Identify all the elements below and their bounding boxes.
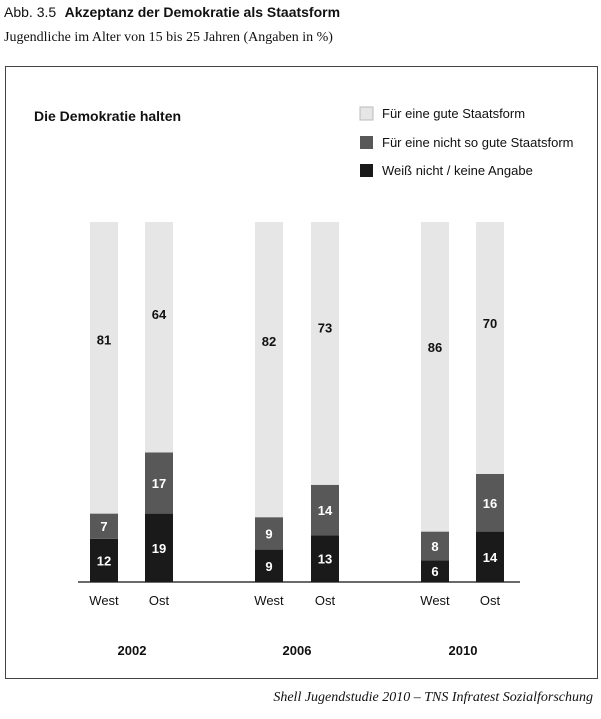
chart-title: Die Demokratie halten	[34, 108, 182, 124]
bar-value-label: 86	[427, 340, 443, 356]
legend-swatch	[360, 164, 373, 177]
bar-value-label: 64	[151, 306, 167, 322]
legend-label: Für eine nicht so gute Staatsform	[382, 135, 574, 150]
bar-value-label: 13	[317, 551, 333, 567]
bar-value-label: 70	[482, 315, 498, 331]
bar-value-label: 9	[265, 526, 273, 542]
bar-segment-gut	[255, 222, 283, 517]
legend-label: Weiß nicht / keine Angabe	[382, 163, 533, 178]
bar-value-label: 81	[96, 332, 112, 348]
bar-segment-gut	[90, 222, 118, 514]
bar-value-label: 8	[431, 539, 439, 554]
bar-value-label: 7	[100, 519, 108, 535]
group-label: 2010	[448, 643, 478, 658]
bar-value-label: 14	[317, 503, 333, 518]
x-tick-label: Ost	[148, 593, 170, 608]
x-tick-label: West	[89, 593, 119, 608]
bar-value-label: 9	[265, 558, 273, 574]
bar-segment-gut	[421, 222, 449, 532]
group-label: 2006	[282, 643, 312, 658]
figure-title: Akzeptanz der Demokratie als Staatsform	[64, 4, 341, 20]
bar-value-label: 14	[482, 549, 498, 565]
bar-value-label: 12	[96, 553, 112, 569]
bar-value-label: 17	[151, 476, 167, 491]
bar-value-label: 73	[317, 320, 333, 336]
bar-value-label: 19	[151, 540, 167, 556]
bar-segment-gut	[476, 222, 504, 474]
x-tick-label: Ost	[314, 593, 336, 608]
figure-subtitle: Jugendliche im Alter von 15 bis 25 Jahren (Angaben in %)	[4, 30, 333, 45]
legend-swatch	[360, 136, 373, 149]
source-credit: Shell Jugendstudie 2010 – TNS Infratest Sozialforschung	[273, 690, 593, 705]
bar-segment-gut	[145, 222, 173, 452]
x-tick-label: West	[254, 593, 284, 608]
x-tick-label: West	[420, 593, 450, 608]
bar-value-label: 82	[261, 333, 277, 349]
bar-value-label: 16	[482, 495, 498, 511]
x-tick-label: Ost	[479, 593, 501, 608]
legend-swatch	[360, 107, 373, 120]
bar-segment-gut	[311, 222, 339, 485]
group-label: 2002	[117, 643, 147, 658]
legend-label: Für eine gute Staatsform	[382, 106, 526, 121]
bar-value-label: 6	[431, 564, 439, 580]
figure-number: Abb. 3.5	[4, 4, 57, 20]
